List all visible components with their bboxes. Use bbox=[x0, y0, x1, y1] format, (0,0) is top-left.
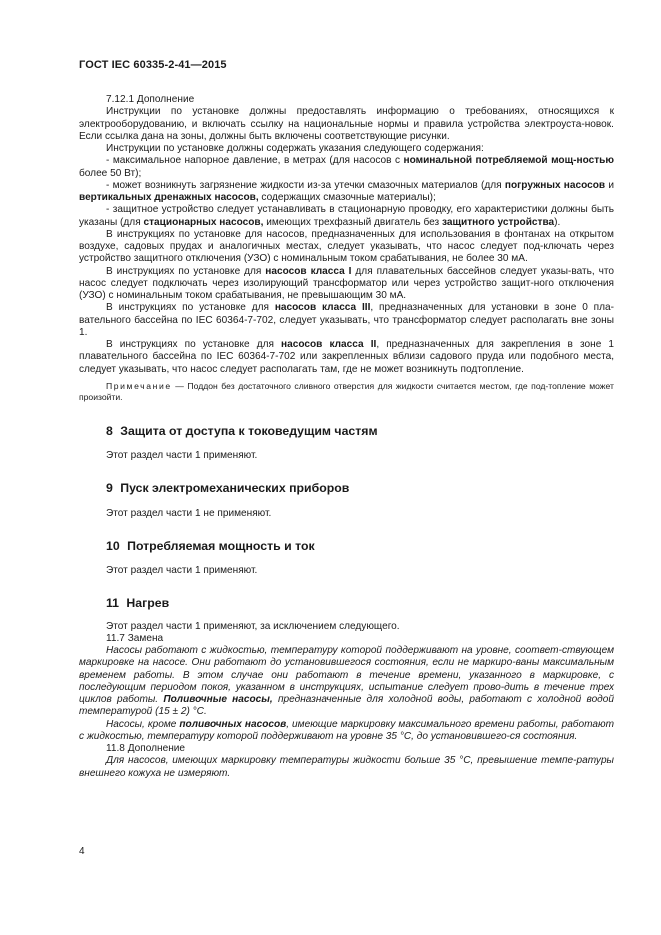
page-number: 4 bbox=[79, 846, 85, 857]
clause-11-7-paragraph-2 bbox=[79, 719, 614, 744]
clause-7-12-1-paragraph-class-2 bbox=[79, 339, 614, 376]
section-10-text: Этот раздел части 1 применяют. bbox=[106, 565, 258, 576]
section-11-heading bbox=[79, 597, 614, 609]
text-run: В инструкциях по установке для bbox=[106, 339, 282, 350]
clause-7-12-1-paragraph-class-1 bbox=[79, 266, 614, 303]
text-run: более 50 Вт); bbox=[79, 167, 142, 179]
note-label: Примечание bbox=[106, 380, 172, 391]
text-run: - защитное устройство следует устанавливать в стационарную проводку, его характеристики должны быть указаны (для bbox=[79, 204, 614, 228]
clause-7-12-1-heading: 7.12.1 Дополнение bbox=[106, 94, 195, 105]
term-class-1-pumps: насосов класса I bbox=[265, 265, 352, 277]
term-fixed-pumps: стационарных насосов, bbox=[143, 216, 264, 228]
clause-11-7-heading: 11.7 Замена bbox=[106, 632, 164, 644]
term-garden-pumps: поливочных насосов bbox=[179, 718, 287, 730]
term-vertical-drainage-pumps: вертикальных дренажных насосов, bbox=[79, 192, 259, 203]
section-8-text: Этот раздел части 1 применяют. bbox=[106, 450, 258, 461]
term-class-3-pumps: насосов класса III bbox=[274, 302, 371, 314]
text-run: Насосы, кроме bbox=[106, 718, 180, 730]
section-title: Защита от доступа к токоведущим частям bbox=[120, 423, 378, 438]
section-number: 11 bbox=[106, 596, 119, 611]
text-run: содержащих смазочные материалы); bbox=[258, 192, 436, 203]
section-11-text: Этот раздел части 1 применяют, за исключением следующего. bbox=[106, 620, 400, 632]
text-run: - максимальное напорное давление, в метрах (для насосов с bbox=[106, 155, 404, 167]
term-submersible-pumps: погружных насосов bbox=[504, 179, 606, 191]
term-protective-device: защитного устройства bbox=[442, 216, 555, 228]
text-run: предназначенные для холодной воды, работают с холодной водой температурой (15 ± 2) °С. bbox=[79, 694, 614, 718]
section-8-heading bbox=[79, 425, 614, 437]
clause-11-8-heading: 11.8 Дополнение bbox=[106, 743, 186, 754]
text-run: В инструкциях по установке для bbox=[106, 265, 266, 277]
section-title: Пуск электромеханических приборов bbox=[120, 481, 350, 496]
text-run: Насосы работают с жидкостью, температуру которой поддерживают на уровне, соответ-ствующем маркировке на насосе. Они работают до установившегося состояния, если не маркиро-ваны максимальным временем работы. В этом случае они работают в течение времени, указанного в маркировке, с последующим периодом покоя, указанном в инструкциях, испытание следует прово-дить в течение трех циклов работы. bbox=[79, 645, 614, 705]
term-class-2-pumps: насосов класса II bbox=[281, 339, 377, 350]
section-number: 8 bbox=[106, 423, 113, 438]
note-text: — Поддон без достаточного сливного отверстия для жидкости считается местом, где под-топление может произойти. bbox=[79, 380, 614, 402]
section-9-heading bbox=[79, 482, 614, 494]
clause-7-12-1-paragraph-fountains: В инструкциях по установке для насосов, предназначенных для использования в фонтанах на открытом воздухе, садовых прудах и аналогичных местах, следует указывать, что насос следует под-ключать через устройство защитного отключения (УЗО) с номинальным током срабатывания, не более 30 мА. bbox=[79, 228, 614, 265]
text-run: В инструкциях по установке для bbox=[106, 302, 275, 314]
text-run: для плавательных бассейнов следует указы-вать, что насос следует подключать через изолирующий трансформатор или через устройство защит-ного отключения (УЗО) с номинальным током срабатывания, не превышающим 30 мА. bbox=[79, 265, 614, 301]
text-run: , имеющие маркировку максимального времени работы, работают с жидкостью, температуру которой поддерживают на уровне 35 °С, до установившего-ся состояния. bbox=[79, 718, 615, 742]
clause-7-12-1-paragraph-1: Инструкции по установке должны предоставлять информацию о требованиях, относящихся к электрооборудованию, и включать ссылку на национальные нормы и правила устройства электроуста-новок. Если ссылка дана на зоны, должны быть включены соответствующие рисунки. bbox=[79, 106, 614, 142]
text-run: , предназначенных для закрепления в зоне 1 плавательного бассейна по IEC 60364-7-702 или закрепленных вблизи садового пруда или подобного места, следует указывать, что насос следует располагать там, где не может возникнуть подтопление. bbox=[79, 339, 615, 375]
text-run: имеющих трехфазный двигатель без bbox=[263, 216, 442, 228]
page-body bbox=[79, 94, 614, 780]
note bbox=[79, 381, 614, 403]
section-title: Нагрев bbox=[126, 596, 170, 611]
term-garden-pumps: Поливочные насосы, bbox=[163, 694, 273, 705]
list-item-pressure bbox=[79, 155, 614, 180]
text-run: , предназначенных для установки в зоне 0 пла-вательного бассейна по IEC 60364-7-702, следует указывать, что трансформатор следует располагать вне зоны 1. bbox=[79, 302, 614, 338]
list-item-contamination bbox=[79, 180, 614, 205]
clause-11-8-paragraph: Для насосов, имеющих маркировку температуры жидкости больше 35 °С, превышение темпе-ратуры внешнего кожуха не измеряют. bbox=[79, 755, 614, 779]
section-10-heading bbox=[79, 540, 614, 552]
section-number: 9 bbox=[106, 481, 113, 496]
clause-7-12-1-paragraph-class-3 bbox=[79, 302, 614, 339]
clause-11-7-paragraph-1 bbox=[79, 645, 614, 719]
term-rated-power: номинальной потребляемой мощ-ностью bbox=[403, 155, 614, 167]
text-run: ). bbox=[554, 216, 561, 228]
clause-7-12-1-paragraph-2: Инструкции по установке должны содержать указания следующего содержания: bbox=[106, 143, 484, 154]
document-header: ГОСТ IEC 60335-2-41—2015 bbox=[79, 59, 227, 71]
text-run: и bbox=[605, 179, 614, 191]
section-9-text: Этот раздел части 1 не применяют. bbox=[106, 507, 272, 519]
text-run: - может возникнуть загрязнение жидкости из-за утечки смазочных материалов (для bbox=[106, 179, 505, 191]
section-number: 10 bbox=[106, 538, 120, 553]
section-title: Потребляемая мощность и ток bbox=[127, 538, 315, 553]
list-item-protective-device bbox=[79, 204, 614, 229]
